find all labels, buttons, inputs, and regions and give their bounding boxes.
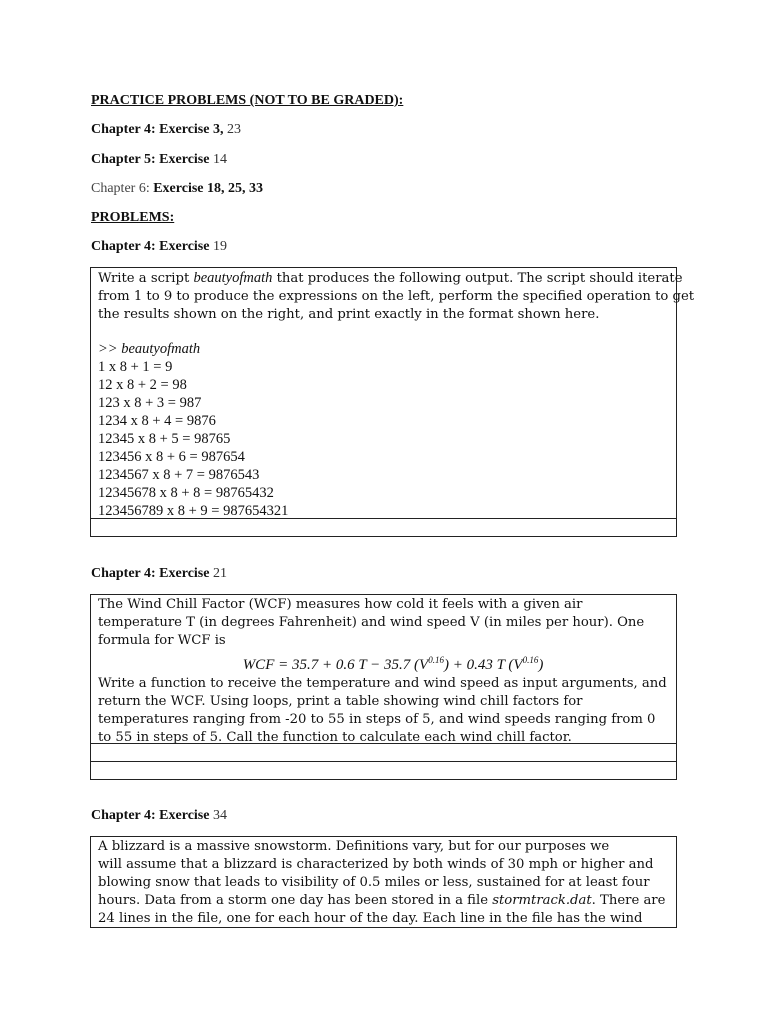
ex21-line3: formula for WCF is: [98, 633, 226, 648]
ex34-description: [98, 838, 668, 928]
ex19-heading: [91, 239, 227, 255]
ex19-output-line: 123456 x 8 + 6 = 987654: [98, 449, 245, 465]
ex21-row-divider-1: [91, 743, 676, 744]
ex19-output-line: 12345 x 8 + 5 = 98765: [98, 431, 231, 447]
wcf-formula-b: ) + 0.43 T (V: [443, 657, 523, 673]
ex34-heading-num: 34: [212, 808, 227, 823]
wcf-formula: [98, 650, 668, 675]
wcf-formula-exp1: 0.16: [428, 655, 444, 665]
practice-ch4-label: Chapter 4: Exercise 3,: [91, 122, 227, 137]
ex34-line4-b: . There are: [591, 893, 666, 908]
ex19-output-line: 1 x 8 + 1 = 9: [98, 359, 173, 375]
practice-ch4: [91, 122, 241, 138]
ex19-row-divider: [91, 518, 676, 519]
ex21-box: [90, 594, 677, 780]
ex21-line1: The Wind Chill Factor (WCF) measures how cold it feels with a given air: [98, 597, 583, 612]
ex19-output-line: 1234567 x 8 + 7 = 9876543: [98, 467, 260, 483]
ex21-line4: Write a function to receive the temperature and wind speed as input arguments, and: [98, 676, 667, 691]
ex34-line4: [98, 892, 668, 910]
ex21-heading: [91, 566, 227, 582]
ex34-line4-a: hours. Data from a storm one day has been stored in a file: [98, 893, 493, 908]
ex21-line6: temperatures ranging from -20 to 55 in steps of 5, and wind speeds ranging from 0: [98, 712, 656, 727]
ex19-desc-a: Write a script: [98, 271, 194, 286]
practice-ch6-label: Exercise 18, 25, 33: [149, 181, 263, 196]
ex19-heading-num: 19: [212, 239, 227, 254]
practice-ch5-num: 14: [212, 152, 227, 167]
practice-ch4-num: 23: [226, 122, 241, 137]
ex34-line5: 24 lines in the file, one for each hour of the day. Each line in the file has the wind: [98, 911, 643, 926]
ex19-prompt: >> beautyofmath: [98, 341, 201, 357]
ex34-heading: [91, 808, 227, 824]
ex21-heading-num: 21: [212, 566, 227, 581]
practice-ch5-label: Chapter 5: Exercise: [91, 152, 213, 167]
ex19-desc-b: that produces the following output. The script should iterate: [272, 271, 683, 286]
ex21-row-divider-2: [91, 761, 676, 762]
ex21-line5: return the WCF. Using loops, print a table showing wind chill factors for: [98, 694, 583, 709]
ex19-output-line: 123456789 x 8 + 9 = 987654321: [98, 503, 289, 519]
ex19-description: [98, 269, 695, 324]
ex21-description: [98, 596, 668, 747]
ex19-output-line: 12 x 8 + 2 = 98: [98, 377, 187, 393]
ex21-line7: to 55 in steps of 5. Call the function to calculate each wind chill factor.: [98, 730, 572, 745]
practice-title: PRACTICE PROBLEMS (NOT TO BE GRADED):: [91, 93, 404, 108]
ex19-heading-label: Chapter 4: Exercise: [91, 239, 213, 254]
ex19-output: [98, 340, 668, 520]
ex19-output-line: 12345678 x 8 + 8 = 98765432: [98, 485, 274, 501]
ex21-line2: temperature T (in degrees Fahrenheit) and wind speed V (in miles per hour). One: [98, 615, 645, 630]
wcf-formula-c: ): [538, 657, 544, 673]
ex34-box: [90, 836, 677, 928]
ex21-heading-label: Chapter 4: Exercise: [91, 566, 213, 581]
ex34-heading-label: Chapter 4: Exercise: [91, 808, 213, 823]
practice-ch6-prefix: Chapter 6:: [91, 181, 150, 196]
ex19-script-name: beautyofmath: [193, 270, 273, 286]
ex19-box: [90, 267, 695, 537]
ex19-output-line: 123 x 8 + 3 = 987: [98, 395, 202, 411]
ex34-line1: A blizzard is a massive snowstorm. Definitions vary, but for our purposes we: [98, 839, 610, 854]
ex34-line3: blowing snow that leads to visibility of 0.5 miles or less, sustained for at least four: [98, 875, 650, 890]
ex19-desc-line1: [98, 269, 683, 288]
ex19-desc-line3: the results shown on the right, and print exactly in the format shown here.: [98, 307, 600, 322]
wcf-formula-exp2: 0.16: [522, 655, 539, 665]
ex19-desc-line2: from 1 to 9 to produce the expressions on the left, perform the specified operation to get: [98, 289, 695, 304]
ex34-line2: will assume that a blizzard is characterized by both winds of 30 mph or higher and: [98, 857, 654, 872]
ex34-filename: stormtrack.dat: [492, 893, 592, 908]
problems-title: PROBLEMS:: [91, 210, 175, 225]
practice-ch6: [91, 181, 263, 197]
wcf-formula-a: WCF = 35.7 + 0.6 T − 35.7 (V: [242, 657, 429, 673]
ex19-output-line: 1234 x 8 + 4 = 9876: [98, 413, 216, 429]
practice-ch5: [91, 152, 227, 168]
